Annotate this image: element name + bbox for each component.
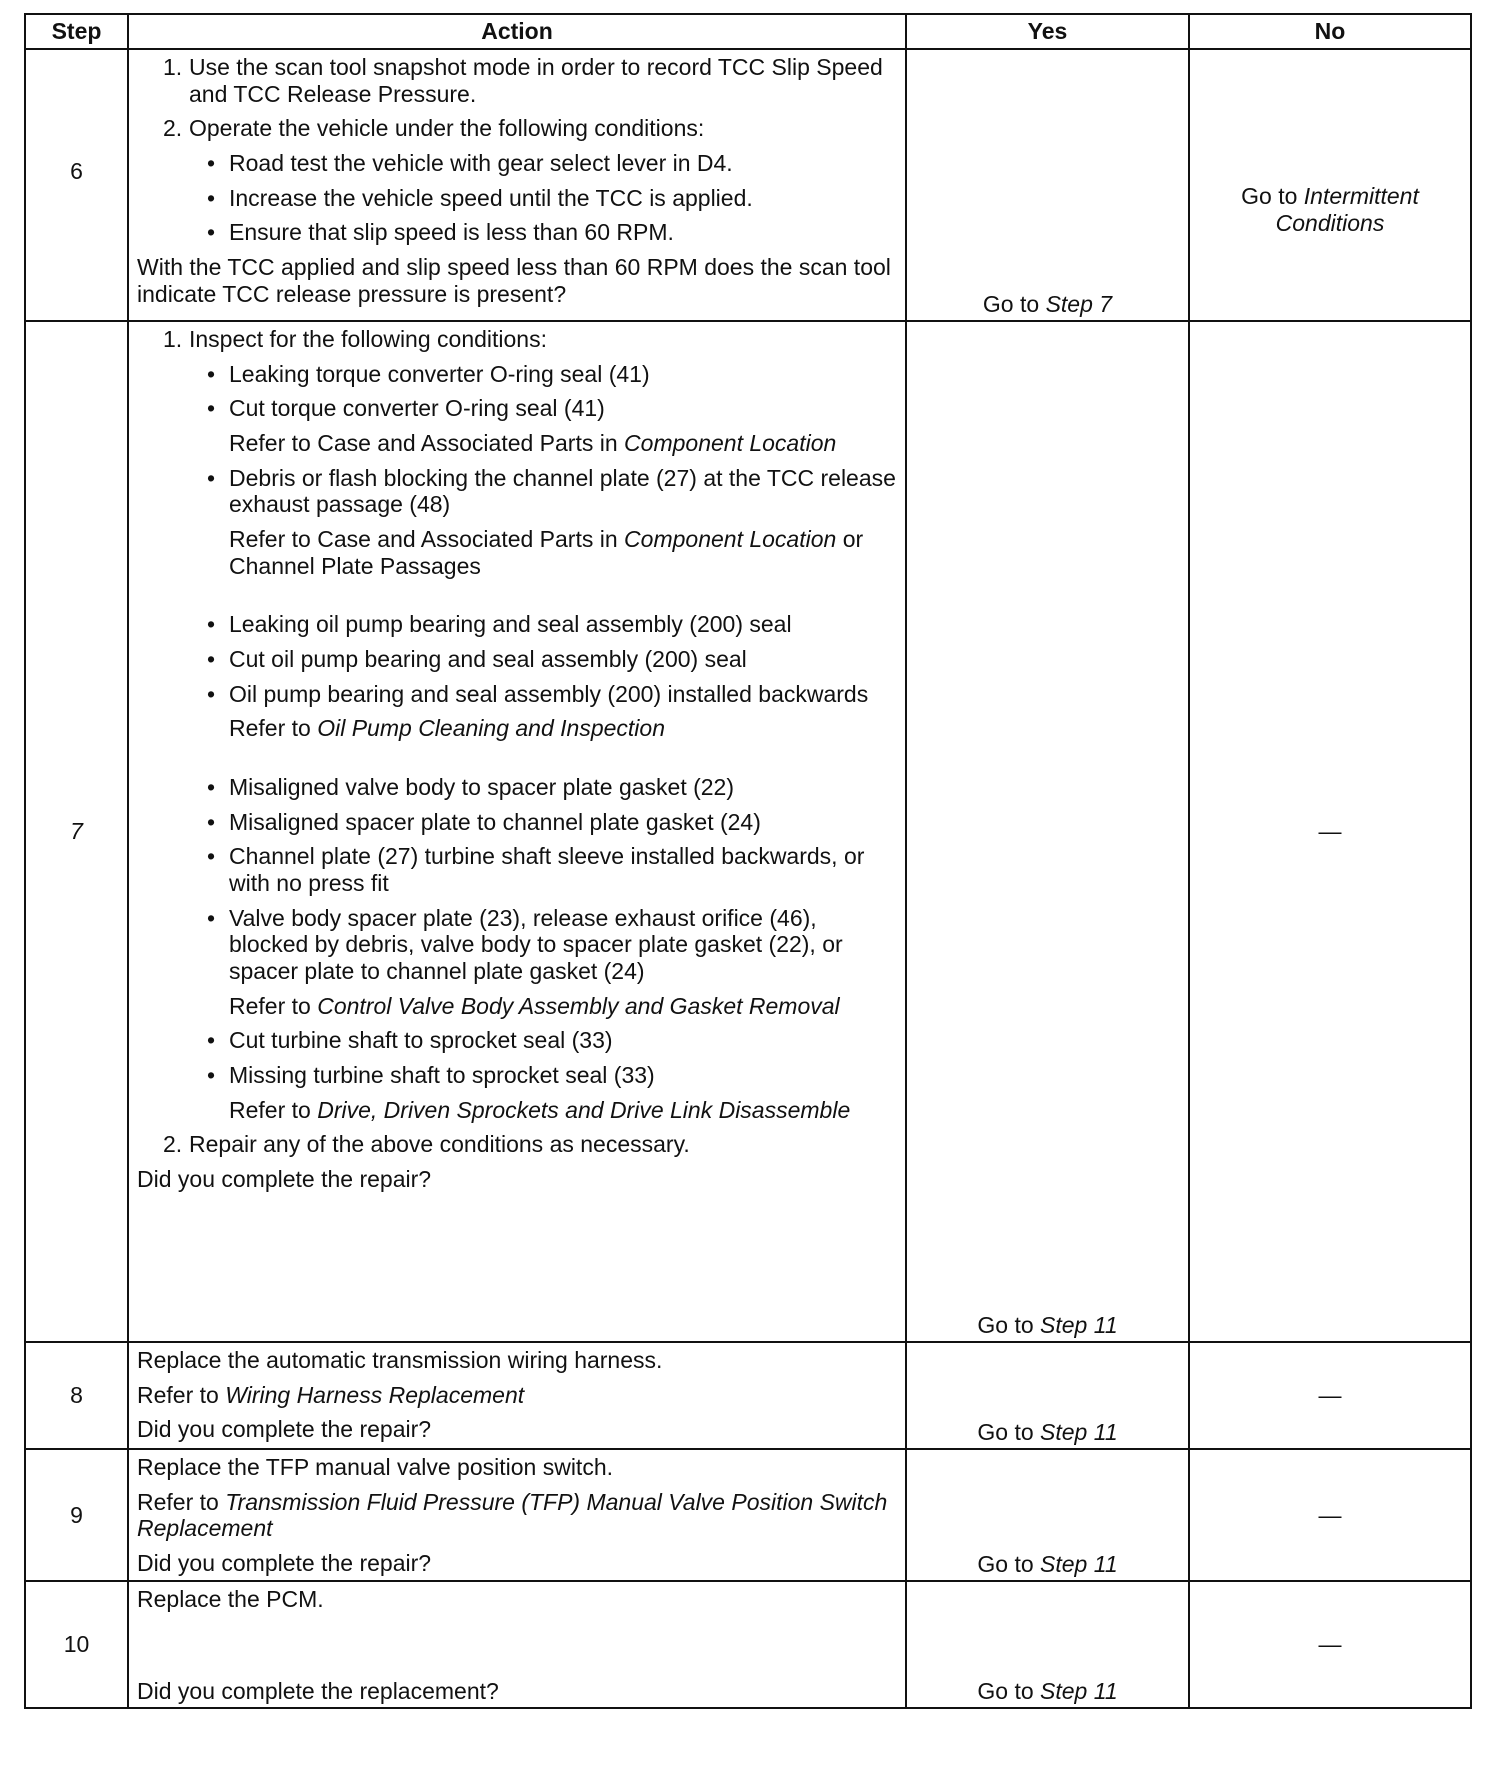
action-line: Replace the TFP manual valve position switch. [137, 1454, 614, 1480]
reference-note: Refer to Oil Pump Cleaning and Inspection [229, 715, 665, 742]
action-cell [128, 49, 906, 321]
reference-link[interactable]: Component Location [624, 526, 837, 553]
no-cell: — [1189, 1342, 1471, 1449]
numbered-item: 2. Operate the vehicle under the following conditions: [163, 115, 705, 142]
bullet-item: • Valve body spacer plate (23), release exhaust orifice (46), blocked by debris, valve body to spacer plate gasket (22), or spacer plate to channel plate gasket (24) [137, 905, 897, 985]
step-link[interactable]: Step 11 [1040, 1551, 1118, 1578]
bullet-item: • Leaking torque converter O-ring seal (41) [137, 361, 897, 388]
table-row-step-10 [25, 1581, 1471, 1708]
reference-link[interactable]: Oil Pump Cleaning and Inspection [317, 715, 665, 742]
header-no: No [1189, 14, 1471, 49]
reference-link[interactable]: Drive, Driven Sprockets and Drive Link Disassemble [317, 1096, 851, 1123]
action-line: Replace the automatic transmission wiring harness. [137, 1347, 663, 1373]
step-number: 9 [25, 1449, 128, 1581]
action-cell [128, 1581, 906, 1708]
table-row-step-9 [25, 1449, 1471, 1581]
bullet-item: • Cut oil pump bearing and seal assembly (200) seal [137, 646, 897, 673]
yes-cell: Go to Step 11 [906, 1449, 1189, 1581]
yes-cell: Go to Step 11 [906, 1342, 1189, 1449]
header-step: Step [25, 14, 128, 49]
no-cell: Go to Intermittent Conditions [1189, 49, 1471, 321]
reference-note: Refer to Transmission Fluid Pressure (TFP) Manual Valve Position Switch Replacement [137, 1488, 888, 1542]
question-text: Did you complete the repair? [137, 1416, 432, 1443]
table-row-step-8 [25, 1342, 1471, 1449]
bullet-item: • Misaligned spacer plate to channel plate gasket (24) [137, 809, 897, 836]
step-link[interactable]: Step 11 [1040, 1312, 1118, 1339]
numbered-item: 1. Use the scan tool snapshot mode in order to record TCC Slip Speed and TCC Release Pressure. [163, 54, 883, 107]
question-text: Did you complete the replacement? [137, 1678, 499, 1705]
reference-link[interactable]: Wiring Harness Replacement [225, 1381, 525, 1408]
bullet-item: • Leaking oil pump bearing and seal assembly (200) seal [137, 611, 897, 638]
bullet-item: • Misaligned valve body to spacer plate gasket (22) [137, 774, 897, 801]
numbered-item: 1. Inspect for the following conditions: [163, 326, 547, 352]
reference-link[interactable]: Control Valve Body Assembly and Gasket Removal [317, 992, 840, 1019]
no-cell: — [1189, 1449, 1471, 1581]
step-number: 7 [25, 321, 128, 1342]
step-number: 10 [25, 1581, 128, 1708]
step-link[interactable]: Step 11 [1040, 1678, 1118, 1705]
bullet-item: • Cut torque converter O-ring seal (41) [137, 395, 897, 422]
action-line: Replace the PCM. [137, 1586, 324, 1612]
diagnostic-table [24, 13, 1472, 1709]
reference-note: Refer to Case and Associated Parts in Component Location [229, 430, 837, 457]
bullet-item: • Oil pump bearing and seal assembly (200) installed backwards [137, 681, 897, 708]
header-row [25, 14, 1471, 49]
reference-note: Refer to Drive, Driven Sprockets and Drive Link Disassemble [229, 1096, 851, 1123]
action-cell [128, 1342, 906, 1449]
header-yes: Yes [906, 14, 1189, 49]
reference-link[interactable]: Transmission Fluid Pressure (TFP) Manual Valve Position Switch Replacement [137, 1488, 888, 1542]
table-row-step-7 [25, 321, 1471, 1342]
numbered-item: 2. Repair any of the above conditions as necessary. [163, 1131, 690, 1158]
yes-cell: Go to Step 11 [906, 321, 1189, 1342]
step-number: 6 [25, 49, 128, 321]
question-text: Did you complete the repair? [137, 1166, 432, 1193]
bullet-item: • Cut turbine shaft to sprocket seal (33) [137, 1027, 897, 1054]
action-cell [128, 1449, 906, 1581]
step-link[interactable]: Step 11 [1040, 1419, 1118, 1446]
reference-note: Refer to Control Valve Body Assembly and Gasket Removal [229, 992, 840, 1019]
bullet-item: • Channel plate (27) turbine shaft sleeve installed backwards, or with no press fit [137, 843, 897, 896]
no-cell: — [1189, 1581, 1471, 1708]
reference-note: Refer to Case and Associated Parts in Component Location or Channel Plate Passages [229, 526, 864, 579]
step-link[interactable]: Step 7 [1045, 291, 1113, 318]
question-text: Did you complete the repair? [137, 1550, 432, 1577]
reference-note: Refer to Wiring Harness Replacement [137, 1381, 525, 1408]
header-action: Action [128, 14, 906, 49]
bullet-item: • Road test the vehicle with gear select lever in D4. [137, 150, 897, 177]
bullet-item: • Increase the vehicle speed until the TCC is applied. [137, 185, 897, 212]
no-cell: — [1189, 321, 1471, 1342]
action-cell [128, 321, 906, 1342]
intermittent-conditions-link[interactable]: Intermittent Conditions [1275, 182, 1419, 236]
table-row-step-6 [25, 49, 1471, 321]
bullet-item: • Debris or flash blocking the channel plate (27) at the TCC release exhaust passage (48) [137, 465, 897, 518]
question-text: With the TCC applied and slip speed less than 60 RPM does the scan tool indicate TCC release pressure is present? [137, 254, 891, 307]
step-number: 8 [25, 1342, 128, 1449]
bullet-item: • Ensure that slip speed is less than 60 RPM. [137, 219, 897, 246]
yes-cell: Go to Step 11 [906, 1581, 1189, 1708]
yes-cell: Go to Step 7 [906, 49, 1189, 321]
reference-link[interactable]: Component Location [624, 430, 837, 457]
bullet-item: • Missing turbine shaft to sprocket seal (33) [137, 1062, 897, 1089]
